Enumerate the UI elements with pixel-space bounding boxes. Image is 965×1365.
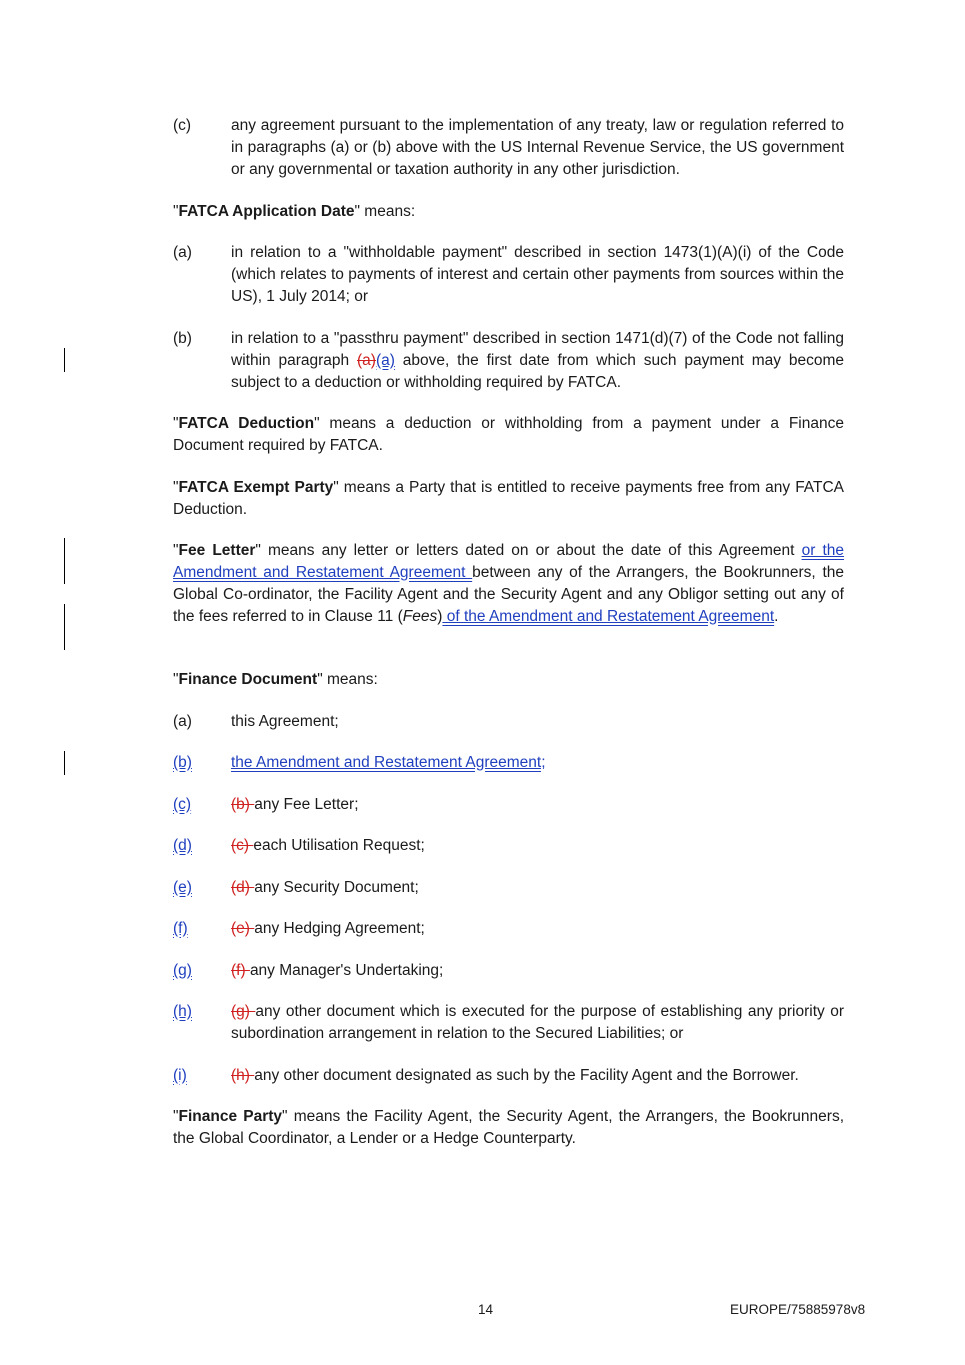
deleted-text: (a)	[357, 352, 376, 369]
deleted-text: (g)	[231, 1003, 256, 1020]
item-text: (g) any other document which is executed for the purpose of establishing any priority or subordination arrangement in relation to the Secured Liabilities; or	[231, 1003, 844, 1042]
list-item	[173, 960, 844, 982]
item-number: (a)	[173, 244, 192, 261]
definition-fatca-application-date: "FATCA Application Date" means:	[173, 203, 416, 220]
list-item	[173, 835, 844, 857]
list-item	[173, 794, 844, 816]
item-number: (c)	[173, 796, 192, 813]
definition-fee-letter: "Fee Letter" means any letter or letters dated on or about the date of this Agreement or the Amendment and Restatement Agreement between any of the Arrangers, the Bookrunners, the Global Co-ordinator, the Facility Agent and the Security Agent and any Obligor setting out any of the fees referred to in Clause 11 (Fees) of the Amendment and Restatement Agreement.	[173, 542, 844, 625]
item-text: (f) any Manager's Undertaking;	[231, 962, 444, 979]
document-reference: EUROPE/75885978v8	[730, 1302, 866, 1317]
deleted-text: (d)	[231, 879, 255, 896]
item-text: (d) any Security Document;	[231, 879, 419, 896]
definition-finance-document: "Finance Document" means:	[173, 671, 378, 688]
item-text: this Agreement;	[231, 713, 339, 730]
inserted-text: the Amendment and Restatement Agreement;	[231, 754, 546, 771]
item-number: (i)	[173, 1067, 187, 1084]
inserted-text: or the Amendment and Restatement Agreement	[173, 542, 844, 581]
list-item	[173, 242, 844, 308]
definition-finance-party: "Finance Party" means the Facility Agent, the Security Agent, the Arrangers, the Bookrunners, the Global Coordinator, a Lender or a Hedge Counterparty.	[173, 1108, 844, 1147]
item-number: (d)	[173, 837, 192, 854]
item-number: (h)	[173, 1003, 192, 1020]
item-number: (a)	[173, 713, 192, 730]
item-number: (b)	[173, 754, 192, 771]
inserted-text: (a)	[375, 352, 395, 369]
change-bar	[64, 751, 65, 775]
item-text: in relation to a "passthru payment" described in section 1471(d)(7) of the Code not falling within paragraph (a)(a) above, the first date from which such payment may become subject to a deduction or withholding required by FATCA.	[231, 330, 844, 391]
deleted-text: (f)	[231, 962, 250, 979]
list-item	[173, 752, 844, 774]
page-number: 14	[478, 1302, 494, 1317]
change-bar	[64, 348, 65, 372]
list-item	[173, 918, 844, 940]
change-bar	[64, 604, 65, 650]
item-number: (e)	[173, 879, 192, 896]
defined-term: FATCA Application Date	[178, 203, 355, 220]
defined-term: Finance Party	[178, 1108, 283, 1125]
definition-fatca-deduction: "FATCA Deduction" means a deduction or withholding from a payment under a Finance Document required by FATCA.	[173, 415, 844, 454]
item-text: (h) any other document designated as such by the Facility Agent and the Borrower.	[231, 1067, 799, 1084]
deleted-text: (c)	[231, 837, 254, 854]
item-text: (b) any Fee Letter;	[231, 796, 359, 813]
item-text: (c) each Utilisation Request;	[231, 837, 425, 854]
change-bar	[64, 538, 65, 584]
item-number: (b)	[173, 330, 192, 347]
list-item	[173, 711, 844, 733]
item-text: in relation to a "withholdable payment" described in section 1473(1)(A)(i) of the Code (which relates to payments of interest and certain other payments from sources within the US), 1 July 2014; or	[231, 244, 844, 305]
deleted-text: (h)	[231, 1067, 255, 1084]
list-item	[173, 1065, 844, 1087]
defined-term: Fee Letter	[178, 542, 256, 559]
defined-term: FATCA Exempt Party	[178, 479, 334, 496]
deleted-text: (b)	[231, 796, 255, 813]
list-item	[173, 877, 844, 899]
defined-term: FATCA Deduction	[178, 415, 315, 432]
item-number: (c)	[173, 117, 192, 134]
deleted-text: (e)	[231, 920, 255, 937]
defined-term: Finance Document	[178, 671, 318, 688]
definition-fatca-exempt-party: "FATCA Exempt Party" means a Party that is entitled to receive payments free from any FATCA Deduction.	[173, 479, 844, 518]
inserted-text: of the Amendment and Restatement Agreement	[442, 608, 775, 625]
item-number: (g)	[173, 962, 192, 979]
list-item	[173, 1001, 844, 1045]
item-text: (e) any Hedging Agreement;	[231, 920, 425, 937]
list-item	[173, 328, 844, 394]
item-number: (f)	[173, 920, 188, 937]
item-text: any agreement pursuant to the implementation of any treaty, law or regulation referred to in paragraphs (a) or (b) above with the US Internal Revenue Service, the US government or any governmental or taxation authority in any other jurisdiction.	[231, 117, 844, 178]
list-item	[173, 115, 844, 181]
